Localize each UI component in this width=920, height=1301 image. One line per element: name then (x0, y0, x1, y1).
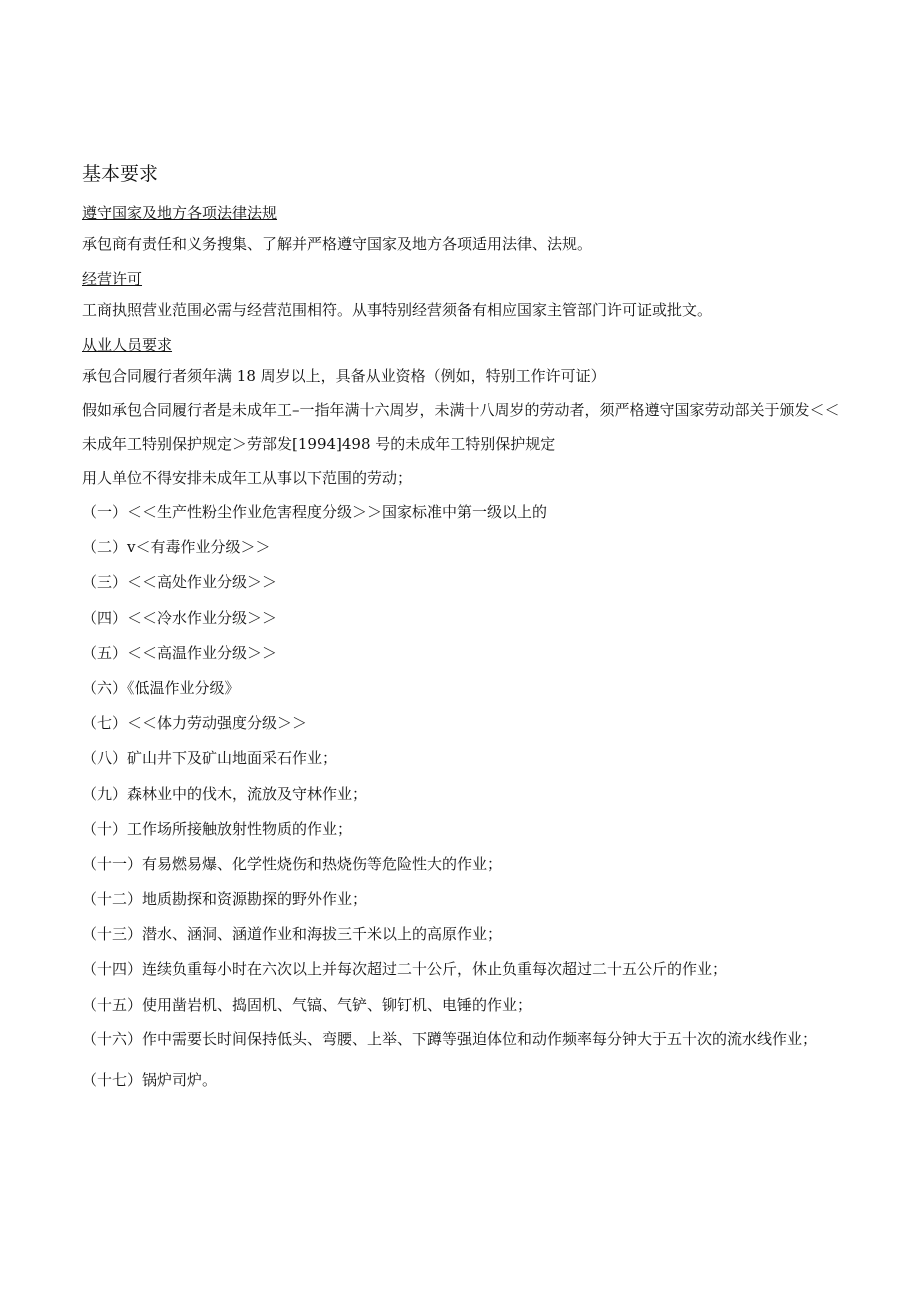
paragraph: 假如承包合同履行者是未成年工–一指年满十六周岁，未满十八周岁的劳动者，须严格遵守国家劳动部关于颁发＜＜未成年工特别保护规定＞劳部发[1994]498 号的未成年工特别保护规定 (82, 401, 840, 453)
list-item: （十五）使用凿岩机、捣固机、气镐、气铲、铆钉机、电锤的作业； (82, 995, 533, 1014)
paragraph: 承包合同履行者须年满 18 周岁以上，具备从业资格（例如，特别工作许可证） (82, 367, 606, 385)
section-heading-license: 经营许可 (82, 270, 143, 288)
list-item: （八）矿山井下及矿山地面采石作业； (82, 749, 338, 768)
list-item: （十六）作中需要长时间保持低头、弯腰、上举、下蹲等强迫体位和动作频率每分钟大于五十次的流水线作业； (82, 1029, 818, 1048)
document-title: 基本要求 (82, 163, 159, 185)
paragraph: 承包商有责任和义务搜集、了解并严格遵守国家及地方各项适用法律、法规。 (82, 235, 593, 253)
list-item: （十七）锅炉司炉。 (82, 1071, 218, 1089)
section-license (82, 268, 852, 321)
list-item: （二）v＜有毒作业分级＞＞ (82, 538, 271, 557)
restricted-work-list (82, 501, 852, 1091)
list-item: （五）＜＜高温作业分级＞＞ (82, 643, 278, 662)
list-item: （十二）地质勘探和资源勘探的野外作业； (82, 890, 368, 909)
section-heading-staff: 从业人员要求 (82, 336, 173, 354)
list-item: （三）＜＜高处作业分级＞＞ (82, 573, 278, 592)
section-heading-laws: 遵守国家及地方各项法律法规 (82, 204, 278, 222)
paragraph: 工商执照营业范围必需与经营范围相符。从事特别经营须备有相应国家主管部门许可证或批文。 (82, 301, 713, 319)
list-item: （九）森林业中的伐木，流放及守林作业； (82, 784, 368, 803)
list-item: （十四）连续负重每小时在六次以上并每次超过二十公斤，休止负重每次超过二十五公斤的作业； (82, 960, 728, 979)
list-item: （十一）有易燃易爆、化学性烧伤和热烧伤等危险性大的作业； (82, 854, 503, 873)
list-item: （四）＜＜冷水作业分级＞＞ (82, 608, 278, 627)
section-laws (82, 202, 852, 255)
section-staff (82, 334, 852, 489)
list-item: （六）《低温作业分级》 (82, 678, 240, 697)
list-item: （十三）潜水、涵洞、涵道作业和海拔三千米以上的高原作业； (82, 925, 503, 944)
document-page (82, 160, 852, 1104)
paragraph: 用人单位不得安排未成年工从事以下范围的劳动； (82, 469, 413, 487)
list-item: （十）工作场所接触放射性物质的作业； (82, 819, 353, 838)
list-item: （七）＜＜体力劳动强度分级＞＞ (82, 714, 308, 733)
list-item: （一）＜＜生产性粉尘作业危害程度分级＞＞国家标准中第一级以上的 (82, 503, 548, 521)
